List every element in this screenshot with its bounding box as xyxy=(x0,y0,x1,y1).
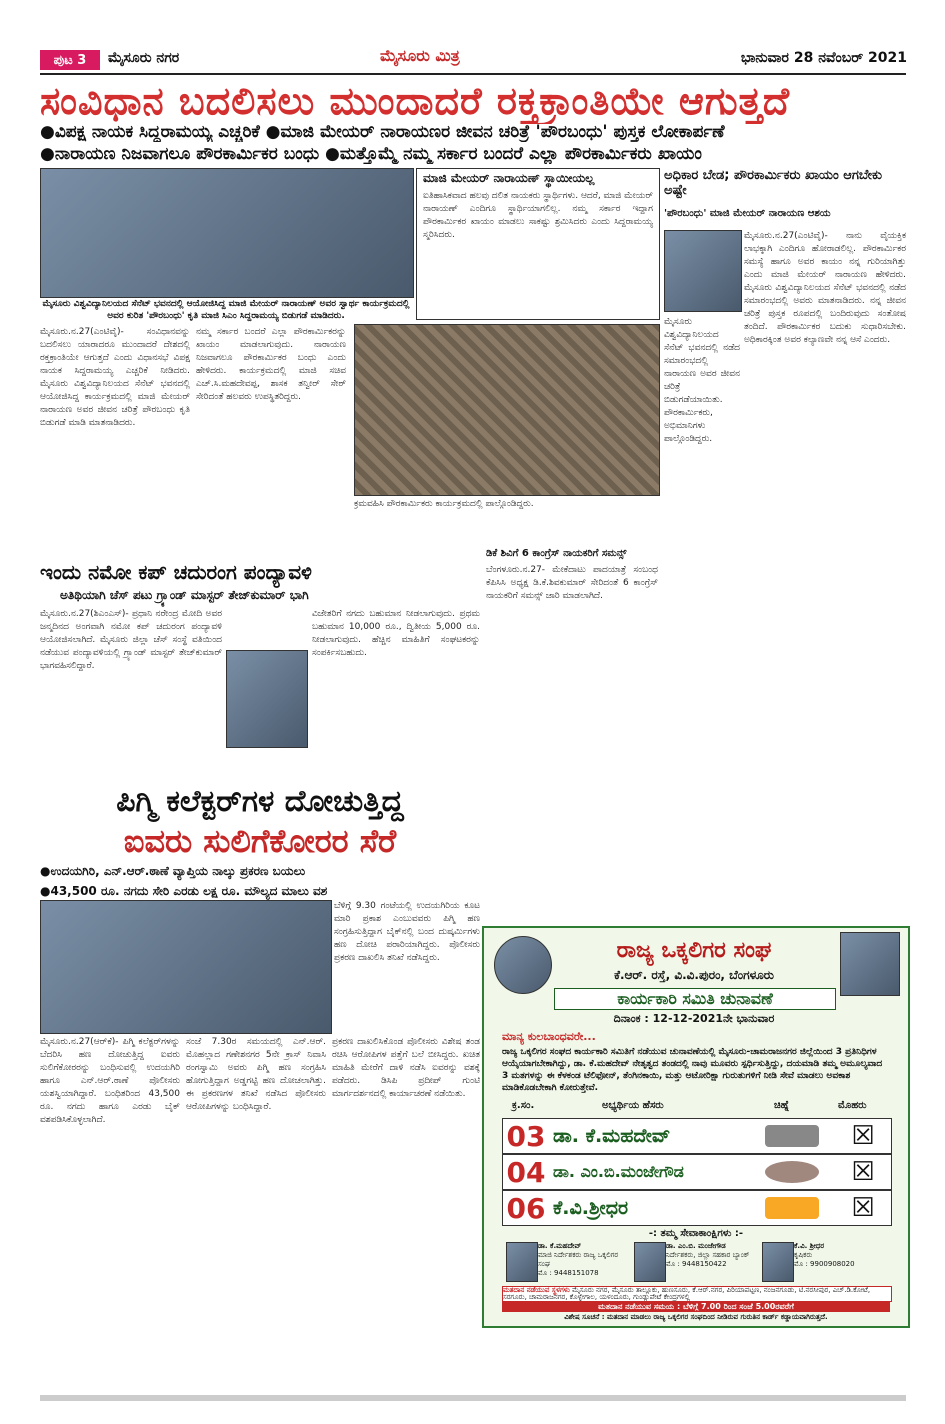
newspaper-logo: ಮೈಸೂರು ಮಿತ್ರ xyxy=(380,46,460,65)
chess-headline: ಇಂದು ನಮೋ ಕಪ್ ಚದುರಂಗ ಪಂದ್ಯಾವಳಿ xyxy=(40,560,312,584)
ballot-col-name: ಅಭ್ಯರ್ಥಿಯ ಹೆಸರು xyxy=(602,1100,664,1111)
telephone-icon xyxy=(765,1125,819,1147)
crime-headline-2: ಐವರು ಸುಲಿಗೆಕೋರರ ಸೆರೆ xyxy=(123,822,397,860)
ballot-row xyxy=(502,1118,892,1154)
photo-caption: ಮೈಸೂರು ವಿಶ್ವವಿದ್ಯಾನಿಲಯದ ಸೆನೆಟ್ ಭವನದಲ್ಲಿ ಆಯೋಜಿಸಿದ್ದ ಮಾಜಿ ಮೇಯರ್ ನಾರಾಯಣ್ ಅವರ ಸ್ವಾರ್ಥ ಕಾರ್ಯಕ್ರಮದಲ್ಲಿ ಅವರ ಕುರಿತ 'ಪೌರಬಂಧು' ಕೃತಿ ಮಾಜಿ ಸಿಎಂ ಸಿದ್ದರಾಮಯ್ಯ ಬಿಡುಗಡೆ ಮಾಡಿದರು. xyxy=(42,299,410,321)
sidebar-title: ಮಾಜಿ ಮೇಯರ್ ನಾರಾಯಣ್ ಸ್ಥಾಯೀಯಲ್ಲ xyxy=(423,171,595,185)
profile-phone: ಮೊ : 9448150422 xyxy=(666,1260,727,1268)
book-release-photo xyxy=(40,168,414,298)
ad-greeting: ಮಾನ್ಯ ಕುಲಬಾಂಧವರೇ... xyxy=(502,1030,596,1043)
candidate-number: 04 xyxy=(506,1155,546,1189)
masthead-rule xyxy=(40,73,906,75)
ballot-row xyxy=(502,1190,892,1226)
candidate-photo xyxy=(506,1242,538,1282)
candidate-profile xyxy=(538,1242,630,1278)
stamp-mark-icon: ☒ xyxy=(851,1157,875,1187)
profile-role: ನಿರ್ದೇಶಕರು, ಜಿಲ್ಲಾ ಸಹಕಾರ ಬ್ಯಾಂಕ್ xyxy=(666,1251,750,1259)
chess-subtitle: ಅತಿಥಿಯಾಗಿ ಚೆಸ್ ಪಟು ಗ್ರ್ಯಾಂಡ್ ಮಾಸ್ಟರ್ ತೇಜ್‌ಕುಮಾರ್ ಭಾಗಿ xyxy=(60,588,309,602)
profile-phone: ಮೊ : 9448151078 xyxy=(538,1269,599,1277)
candidate-profiles xyxy=(502,1242,890,1284)
ad-appeal: ರಾಜ್ಯ ಒಕ್ಕಲಿಗರ ಸಂಘದ ಕಾರ್ಯಕಾರಿ ಸಮಿತಿಗೆ ನಡೆಯುವ ಚುನಾವಣೆಯಲ್ಲಿ ಮೈಸೂರು-ಚಾಮರಾಜನಗರ ಜಿಲ್ಲೆಯಿಂದ 3 ಪ್ರತಿನಿಧಿಗಳ ಆಯ್ಕೆಯಾಗಬೇಕಾಗಿದ್ದು, ಡಾ. ಕೆ.ಮಹದೇವ್ ನೇತೃತ್ವದ ತಂಡದಲ್ಲಿ ನಾವು ಮೂವರು ಸ್ಪರ್ಧಿಸುತ್ತಿದ್ದು, ದಯಮಾಡಿ ತಮ್ಮ ಅಮೂಲ್ಯವಾದ 3 ಮತಗಳನ್ನು ಈ ಕೆಳಕಂಡ ಟೆಲಿಫೋನ್, ತೆಂಗಿನಕಾಯಿ, ಮತ್ತು ಆಟೋರಿಕ್ಷಾ ಗುರುತುಗಳಿಗೆ ನೀಡಿ ಸೇವೆ ಮಾಡಲು ಅವಕಾಶ ಮಾಡಿಕೊಡಬೇಕಾಗಿ ಕೋರುತ್ತೇವೆ. xyxy=(502,1047,883,1093)
candidate-number: 06 xyxy=(506,1191,546,1225)
candidate-name: ಡಾ. ಎಂ.ಬಿ.ಮಂಜೇಗೌಡ xyxy=(553,1162,684,1181)
booths-text: ಮೈಸೂರು ನಗರ, ಮೈಸೂರು ತಾಲ್ಲೂಕು, ಹುಣಸೂರು, ಕೆ.ಆರ್.ನಗರ, ಪಿರಿಯಾಪಟ್ಟಣ, ನಂಜನಗೂಡು, ಟಿ.ನರಸೀಪುರ, ಎಚ್.ಡಿ.ಕೋಟೆ, ಸರಗೂರು, ಚಾಮರಾಜನಗರ, ಕೊಳ್ಳೇಗಾಲ, ಯಳಂದೂರು, ಗುಂಡ್ಲುಪೇಟೆ ಕೇಂದ್ರಗಳಲ್ಲಿ xyxy=(503,1286,871,1301)
crowd-caption: ಕ್ರಮವಹಿಸಿ ಪೌರಕಾರ್ಮಿಕರು ಕಾರ್ಯಕ್ರಮದಲ್ಲಿ ಪಾಲ್ಗೊಂಡಿದ್ದರು. xyxy=(354,499,534,509)
right-story-text-2: ಮೈಸೂರು ವಿಶ್ವವಿದ್ಯಾನಿಲಯದ ಸೆನೆಟ್ ಭವನದಲ್ಲಿ ನಡೆದ ಸಮಾರಂಭದಲ್ಲಿ ನಾರಾಯಣ ಅವರ ಜೀವನ ಚರಿತ್ರೆ ಬಿಡುಗಡೆಯಾಯಿತು. ಪೌರಕಾರ್ಮಿಕರು, ಅಭಿಮಾನಿಗಳು ಪಾಲ್ಗೊಂಡಿದ್ದರು. xyxy=(664,317,740,444)
right-story-title: ಅಧಿಕಾರ ಬೇಡ; ಪೌರಕಾರ್ಮಿಕರು ಖಾಯಂ ಆಗಬೇಕು ಅಷ್ಟೇ xyxy=(664,168,882,198)
stamp-mark-icon: ☒ xyxy=(851,1121,875,1151)
candidate-name: ಕೆ.ವಿ.ಶ್ರೀಧರ xyxy=(553,1197,629,1219)
right-story-header xyxy=(664,168,906,208)
crime-text-right: ಬೆಳಿಗ್ಗೆ 9.30 ಗಂಟೆಯಲ್ಲಿ ಉದಯಗಿರಿಯ ಕೂಟ ಮಾರಿ ಪ್ರಕಾಶ ಎಂಬುವವರು ಪಿಗ್ಮಿ ಹಣ ಸಂಗ್ರಹಿಸುತ್ತಿದ್ದಾಗ ಬೈಕ್‌ನಲ್ಲಿ ಬಂದ ದುಷ್ಕರ್ಮಿಗಳು ಹಣ ದೋಚಿ ಪರಾರಿಯಾಗಿದ್ದರು. ಪೊಲೀಸರು ಪ್ರಕರಣ ದಾಖಲಿಸಿ ತನಿಖೆ ನಡೆಸಿದ್ದರು. xyxy=(334,901,480,963)
ballot-col-stamp: ಮೊಹರು xyxy=(838,1100,867,1111)
candidate-photo xyxy=(634,1242,666,1282)
profile-role: ಕೃಷಿಕರು xyxy=(794,1251,813,1259)
modi-photo xyxy=(226,650,308,748)
narayan-portrait xyxy=(664,230,742,312)
profile-phone: ಮೊ : 9900908020 xyxy=(794,1260,855,1268)
candidate-name: ಡಾ. ಕೆ.ಮಹದೇವ್ xyxy=(553,1125,671,1147)
ad-title: ರಾಜ್ಯ ಒಕ್ಕಲಿಗರ ಸಂಘ xyxy=(616,938,772,963)
profile-name: ಡಾ. ಕೆ.ಮಹದೇವ್ xyxy=(538,1242,582,1250)
chess-text-2: ವಿಜೇತರಿಗೆ ನಗದು ಬಹುಮಾನ ನೀಡಲಾಗುವುದು. ಪ್ರಥಮ ಬಹುಮಾನ 10,000 ರೂ., ದ್ವಿತೀಯ 5,000 ರೂ. ನೀಡಲಾಗುವುದು. ಹೆಚ್ಚಿನ ಮಾಹಿತಿಗೆ ಸಂಘಟಕರನ್ನು ಸಂಪರ್ಕಿಸಬಹುದು. xyxy=(312,609,480,658)
color-registration-strip xyxy=(40,1395,906,1401)
seva-title: -: ತಮ್ಮ ಸೇವಾಕಾಂಕ್ಷಿಗಳು :- xyxy=(648,1228,744,1239)
ballot-row xyxy=(502,1154,892,1190)
chess-text: ಮೈಸೂರು.ನ.27(ಶಿಎಂಎಸ್)- ಪ್ರಧಾನಿ ನರೇಂದ್ರ ಮೋದಿ ಅವರ ಜನ್ಮದಿನದ ಅಂಗವಾಗಿ ನಮೋ ಕಪ್ ಚದುರಂಗ ಪಂದ್ಯಾವಳಿ ಆಯೋಜಿಸಲಾಗಿದೆ. ಮೈಸೂರು ಜಿಲ್ಲಾ ಚೆಸ್ ಸಂಸ್ಥೆ ವತಿಯಿಂದ ನಡೆಯುವ ಪಂದ್ಯಾವಳಿಯಲ್ಲಿ ಗ್ರ್ಯಾಂಡ್ ಮಾಸ್ಟರ್ ತೇಜ್‌ಕುಮಾರ್ ಭಾಗವಹಿಸಲಿದ್ದಾರೆ. xyxy=(40,609,222,671)
crime-text-col2: ಸಂಜೆ 7.30ರ ಸಮಯದಲ್ಲಿ ಎನ್.ಆರ್. ಮೊಹಲ್ಲಾದ ಗಣೇಶನಗರ 5ನೇ ಕ್ರಾಸ್ ನಿವಾಸಿ ರಂಗಸ್ವಾಮಿ ಅವರು ಪಿಗ್ಮಿ ಹಣ ಸಂಗ್ರಹಿಸಿ ಹೋಗುತ್ತಿದ್ದಾಗ ಅಡ್ಡಗಟ್ಟಿ ಹಣ ದೋಚಲಾಗಿತ್ತು. ಈ ಪ್ರಕರಣಗಳ ತನಿಖೆ ನಡೆಸಿದ ಪೊಲೀಸರು ಆರೋಪಿಗಳನ್ನು ಬಂಧಿಸಿದ್ದಾರೆ. xyxy=(186,1037,326,1112)
dk-story-text: ಬೆಂಗಳೂರು.ನ.27- ಮೇಕೆದಾಟು ಪಾದಯಾತ್ರೆ ಸಂಬಂಧ ಕೆಪಿಸಿಸಿ ಅಧ್ಯಕ್ಷ ಡಿ.ಕೆ.ಶಿವಕುಮಾರ್ ಸೇರಿದಂತೆ 6 ಕಾಂಗ್ರೆಸ್ ನಾಯಕರಿಗೆ ಸಮನ್ಸ್ ಜಾರಿ ಮಾಡಲಾಗಿದೆ. xyxy=(486,565,658,601)
crowd-photo xyxy=(354,324,660,496)
issue-date: ಭಾನುವಾರ 28 ನವೆಂಬರ್ 2021 xyxy=(740,50,907,66)
lead-headline: ಸಂವಿಧಾನ ಬದಲಿಸಲು ಮುಂದಾದರೆ ರಕ್ತಕ್ರಾಂತಿಯೇ ಆಗುತ್ತದೆ xyxy=(40,78,790,123)
dk-story-title: ಡಿಕೆ ಶಿವಿಗೆ 6 ಕಾಂಗ್ರೆಸ್ ನಾಯಕರಿಗೆ ಸಮನ್ಸ್ xyxy=(486,548,627,559)
profile-role: ಮಾಜಿ ನಿರ್ದೇಶಕರು ರಾಜ್ಯ ಒಕ್ಕಲಿಗರ ಸಂಘ xyxy=(538,1251,619,1268)
right-story-subtitle: 'ಪೌರಬಂಧು' ಮಾಜಿ ಮೇಯರ್ ನಾರಾಯಣ ಆಶಯ xyxy=(664,208,831,219)
lead-body-col2: ನಮ್ಮ ಸರ್ಕಾರ ಬಂದರೆ ಎಲ್ಲಾ ಪೌರಕಾರ್ಮಿಕರನ್ನು ಖಾಯಂ ಮಾಡಲಾಗುವುದು. ನಾರಾಯಣ ನಿಜವಾಗಲೂ ಪೌರಕಾರ್ಮಿಕರ ಬಂಧು ಎಂದು ಹೇಳಿದರು. ಕಾರ್ಯಕ್ರಮದಲ್ಲಿ ಮಾಜಿ ಸಚಿವ ಎಚ್.ಸಿ.ಮಹದೇವಪ್ಪ, ಶಾಸಕ ತನ್ವೀರ್ ಸೇಠ್ ಸೇರಿದಂತೆ ಹಲವರು ಉಪಸ್ಥಿತರಿದ್ದರು. xyxy=(196,327,346,402)
ad-event: ಕಾರ್ಯಕಾರಿ ಸಮಿತಿ ಚುನಾವಣೆ xyxy=(554,988,836,1010)
crime-headline-1: ಪಿಗ್ಮಿ ಕಲೆಕ್ಟರ್‌ಗಳ ದೋಚುತ್ತಿದ್ದ xyxy=(116,784,404,819)
ad-address: ಕೆ.ಆರ್. ರಸ್ತೆ, ವಿ.ವಿ.ಪುರಂ, ಬೆಂಗಳೂರು xyxy=(614,968,774,982)
candidate-profile xyxy=(666,1242,758,1269)
autorickshaw-icon xyxy=(765,1197,819,1219)
crime-text-col3: ಪ್ರಕರಣ ದಾಖಲಿಸಿಕೊಂಡ ಪೊಲೀಸರು ವಿಶೇಷ ತಂಡ ರಚಿಸಿ ಆರೋಪಿಗಳ ಪತ್ತೆಗೆ ಬಲೆ ಬೀಸಿದ್ದರು. ಖಚಿತ ಮಾಹಿತಿ ಮೇರೆಗೆ ದಾಳಿ ನಡೆಸಿ ಐವರನ್ನು ವಶಕ್ಕೆ ಪಡೆದರು. ಡಿಸಿಪಿ ಪ್ರದೀಪ್ ಗುಂಟಿ ಮಾರ್ಗದರ್ಶನದಲ್ಲಿ ಕಾರ್ಯಾಚರಣೆ ನಡೆಯಿತು. xyxy=(332,1037,480,1099)
ballot-col-no: ಕ್ರ.ಸಂ. xyxy=(512,1100,535,1111)
booths-title: ಮತದಾನ ನಡೆಯುವ ಸ್ಥಳಗಳು xyxy=(503,1286,570,1294)
police-press-photo xyxy=(40,900,332,1034)
sidebar-text: ಐತಿಹಾಸಿಕವಾದ ಹಲವು ದಲಿತ ನಾಯಕರು ಸ್ಥಾರ್ಥಿಗಳು. ಆದರೆ, ಮಾಜಿ ಮೇಯರ್ ನಾರಾಯಣ್ ಎಂದಿಗೂ ಸ್ಥಾರ್ಥಿಯಾಗಲಿಲ್ಲ. ನಮ್ಮ ಸರ್ಕಾರ ಇದ್ದಾಗ ಪೌರಕಾರ್ಮಿಕರ ಖಾಯಂ ಮಾಡಲು ಸಾಕಷ್ಟು ಶ್ರಮಿಸಿದರು ಎಂದು ಸಿದ್ದರಾಮಯ್ಯ ಸ್ಮರಿಸಿದರು. xyxy=(423,191,654,240)
stamp-mark-icon: ☒ xyxy=(851,1193,875,1223)
lead-bullets-2: ●ನಾರಾಯಣ ನಿಜವಾಗಲೂ ಪೌರಕಾರ್ಮಿಕರ ಬಂಧು ●ಮತ್ತೊಮ್ಮೆ ನಮ್ಮ ಸರ್ಕಾರ ಬಂದರೆ ಎಲ್ಲಾ ಪೌರಕಾರ್ಮಿಕರು ಖಾಯಂ xyxy=(40,144,702,164)
candidate-photo xyxy=(762,1242,794,1282)
ballot-header xyxy=(502,1100,890,1116)
profile-name: ಕೆ.ವಿ. ಶ್ರೀಧರ xyxy=(794,1242,825,1250)
ad-date: ದಿನಾಂಕ : 12-12-2021ನೇ ಭಾನುವಾರ xyxy=(613,1012,775,1025)
profile-name: ಡಾ. ಎಂ.ಬಿ. ಮಂಜೇಗೌಡ xyxy=(666,1242,726,1250)
candidate-number: 03 xyxy=(506,1119,546,1153)
lead-bullets-1: ●ವಿಪಕ್ಷ ನಾಯಕ ಸಿದ್ದರಾಮಯ್ಯ ಎಚ್ಚರಿಕೆ ●ಮಾಜಿ ಮೇಯರ್ ನಾರಾಯಣರ ಜೀವನ ಚರಿತ್ರೆ 'ಪೌರಬಂಧು' ಪುಸ್ತಕ ಲೋಕಾರ್ಪಣೆ xyxy=(40,122,725,142)
crime-text-col1: ಮೈಸೂರು.ನ.27(ಆರ್‌ಕೆ)- ಪಿಗ್ಮಿ ಕಲೆಕ್ಟರ್‌ಗಳನ್ನು ಬೆದರಿಸಿ ಹಣ ದೋಚುತ್ತಿದ್ದ ಐವರು ಸುಲಿಗೆಕೋರರನ್ನು ಬಂಧಿಸುವಲ್ಲಿ ಉದಯಗಿರಿ ಹಾಗೂ ಎನ್.ಆರ್.ಠಾಣೆ ಪೊಲೀಸರು ಯಶಸ್ವಿಯಾಗಿದ್ದಾರೆ. ಬಂಧಿತರಿಂದ 43,500 ರೂ. ನಗದು ಹಾಗೂ ಎರಡು ಬೈಕ್ ವಶಪಡಿಸಿಕೊಳ್ಳಲಾಗಿದೆ. xyxy=(40,1037,180,1125)
page-number-badge: ಪುಟ 3 xyxy=(40,50,100,70)
section-title: ಮೈಸೂರು ನಗರ xyxy=(108,50,180,66)
polling-booths xyxy=(502,1286,892,1302)
lead-body-col1: ಮೈಸೂರು.ನ.27(ಎಂಟಿವೈ)- ಸಂವಿಧಾನವನ್ನು ಬದಲಿಸಲು ಯಾರಾದರೂ ಮುಂದಾದರೆ ದೇಶದಲ್ಲಿ ರಕ್ತಕ್ರಾಂತಿಯೇ ಆಗುತ್ತದೆ ಎಂದು ವಿಧಾನಸಭೆ ವಿಪಕ್ಷ ನಾಯಕ ಸಿದ್ದರಾಮಯ್ಯ ಎಚ್ಚರಿಕೆ ನೀಡಿದರು. ಮೈಸೂರು ವಿಶ್ವವಿದ್ಯಾನಿಲಯದ ಸೆನೆಟ್ ಭವನದಲ್ಲಿ ಆಯೋಜಿಸಿದ್ದ ಕಾರ್ಯಕ್ರಮದಲ್ಲಿ ಮಾಜಿ ಮೇಯರ್ ನಾರಾಯಣ ಅವರ ಜೀವನ ಚರಿತ್ರೆ ಪೌರಬಂಧು ಕೃತಿ ಬಿಡುಗಡೆ ಮಾಡಿ ಮಾತನಾಡಿದರು. xyxy=(40,327,190,428)
kempegowda-image xyxy=(840,932,900,996)
ad-time: ಮತದಾನ ನಡೆಯುವ ಸಮಯ : ಬೆಳಿಗ್ಗೆ 7.00 ರಿಂದ ಸಂಜೆ 5.00ರವರೆಗೆ xyxy=(502,1302,890,1312)
crime-bullet-2: ●43,500 ರೂ. ನಗದು ಸೇರಿ ಎರಡು ಲಕ್ಷ ರೂ. ಮೌಲ್ಯದ ಮಾಲು ವಶ xyxy=(40,884,328,898)
ballot-col-symbol: ಚಿಹ್ನೆ xyxy=(774,1100,790,1111)
sidebar-box xyxy=(416,168,660,320)
election-ad xyxy=(482,926,910,1328)
ad-footer: ವಿಶೇಷ ಸೂಚನೆ : ಮತದಾನ ಮಾಡಲು ರಾಜ್ಯ ಒಕ್ಕಲಿಗರ ಸಂಘದಿಂದ ನೀಡಿರುವ ಗುರುತಿನ ಕಾರ್ಡ್ ಕಡ್ಡಾಯವಾಗಿರುತ್ತದೆ. xyxy=(564,1313,828,1321)
candidate-profile xyxy=(794,1242,888,1269)
crime-bullet-1: ●ಉದಯಗಿರಿ, ಎನ್.ಆರ್.ಠಾಣೆ ವ್ಯಾಪ್ತಿಯ ನಾಲ್ಕು ಪ್ರಕರಣ ಬಯಲು xyxy=(40,864,306,878)
sangha-logo xyxy=(494,936,552,994)
coconut-icon xyxy=(765,1161,819,1183)
right-story-text: ಮೈಸೂರು.ನ.27(ಎಂಟಿವೈ)- ನಾನು ವೈಯಕ್ತಿಕ ಲಾಭಕ್ಕಾಗಿ ಎಂದಿಗೂ ಹೋರಾಡಲಿಲ್ಲ. ಪೌರಕಾರ್ಮಿಕರ ಸಮಸ್ಯೆ ಹಾಗೂ ಅವರ ಕಾಯಂ ನನ್ನ ಗುರಿಯಾಗಿತ್ತು ಎಂದು ಮಾಜಿ ಮೇಯರ್ ನಾರಾಯಣ ಹೇಳಿದರು. ಮೈಸೂರು ವಿಶ್ವವಿದ್ಯಾನಿಲಯದ ಸೆನೆಟ್ ಭವನದಲ್ಲಿ ನಡೆದ ಸಮಾರಂಭದಲ್ಲಿ ಅವರು ಮಾತನಾಡಿದರು. ನನ್ನ ಜೀವನ ಚರಿತ್ರೆ ಪುಸ್ತಕ ರೂಪದಲ್ಲಿ ಬಂದಿರುವುದು ಸಂತೋಷ ತಂದಿದೆ. ಪೌರಕಾರ್ಮಿಕರ ಬದುಕು ಸುಧಾರಿಸಬೇಕು. ಅಧಿಕಾರಕ್ಕಿಂತ ಅವರ ಕಲ್ಯಾಣವೇ ನನ್ನ ಆಸೆ ಎಂದರು. xyxy=(744,231,906,345)
